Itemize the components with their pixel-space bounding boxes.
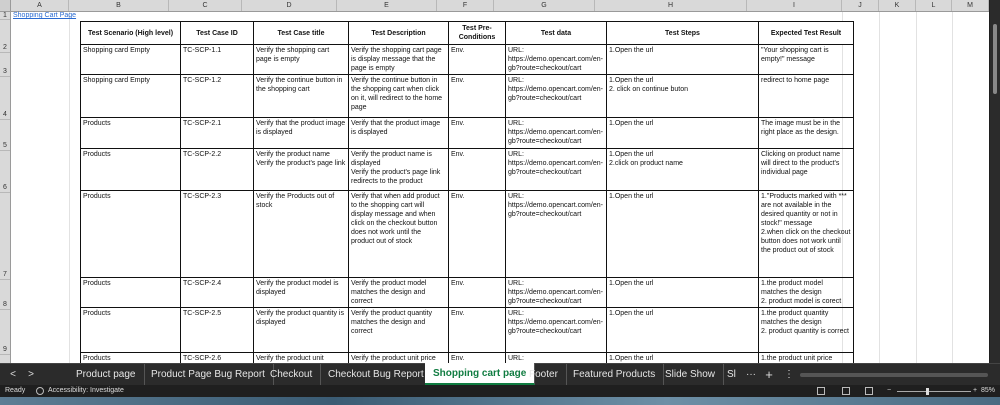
precondition-cell[interactable]: Env. [449,45,506,75]
table-row [81,278,854,308]
vertical-scroll-thumb[interactable] [993,24,997,94]
test-case-id-cell[interactable]: TC-SCP-2.6 [181,353,254,364]
status-bar [0,385,1000,397]
shopping-cart-page-link[interactable]: Shopping Cart Page [13,12,77,19]
title-cell[interactable]: Verify the product model is displayed [254,278,349,308]
steps-cell[interactable]: 1.Open the url [607,191,759,278]
tab-product-page[interactable]: Product page [68,364,145,386]
description-cell[interactable]: Verify that the product image is displayed [349,118,449,149]
column-header-l[interactable]: L [916,0,952,11]
accessibility-icon [36,387,44,395]
test-data-cell[interactable]: URL: https://demo.opencart.com/en-gb?route=checkout/cart [506,308,607,353]
scenario-cell[interactable]: Shopping card Empty [81,45,181,75]
tab-slide-show[interactable]: Slide Show [657,364,724,386]
zoom-slider[interactable] [897,391,971,392]
tab-product-page-bug-report[interactable]: Product Page Bug Report [143,364,274,386]
title-cell[interactable]: Verify the continue button in the shopping cart [254,75,349,118]
table-row [81,75,854,118]
scenario-cell[interactable]: Products [81,278,181,308]
column-header-g[interactable]: G [494,0,595,11]
status-ready: Ready [5,387,26,394]
column-header-c[interactable]: C [169,0,242,11]
table-header-row [81,22,854,45]
header-expected-result[interactable]: Expected Test Result [759,22,854,45]
expected-result-cell[interactable]: redirect to home page [759,75,854,118]
expected-result-cell[interactable]: 1.the product quantity matches the design 2. product quantity is correct [759,308,854,353]
tab-featured-products[interactable]: Featured Products [565,364,664,386]
description-cell[interactable]: Verify the shopping cart page is display message that the page is empty [349,45,449,75]
accessibility-status[interactable]: Accessibility: Investigate [48,387,124,394]
header-test-scenario[interactable]: Test Scenario (High level) [81,22,181,45]
header-test-case-title[interactable]: Test Case title [254,22,349,45]
normal-view-icon[interactable] [817,387,825,395]
title-cell[interactable]: Verify the Products out of stock [254,191,349,278]
header-test-data[interactable]: Test data [506,22,607,45]
table-row [81,118,854,149]
column-header-e[interactable]: E [337,0,437,11]
row-header-7[interactable]: 7 [0,193,10,280]
row-header-5[interactable]: 5 [0,120,10,151]
scenario-cell[interactable]: Products [81,308,181,353]
column-headers [0,0,989,12]
test-case-id-cell[interactable]: TC-SCP-2.2 [181,149,254,191]
tab-footer[interactable]: Footer [521,364,567,386]
test-data-cell[interactable]: URL: https://demo.opencart.com/en-gb?route=checkout/cart [506,118,607,149]
description-cell[interactable]: Verify the product unit price [349,353,449,364]
precondition-cell[interactable]: Env. [449,118,506,149]
table-row [81,353,854,364]
precondition-cell[interactable]: Env. [449,75,506,118]
test-case-id-cell[interactable]: TC-SCP-1.2 [181,75,254,118]
test-data-cell[interactable]: URL: https://demo.opencart.com/en-gb?route=checkout/cart [506,75,607,118]
header-test-case-id[interactable]: Test Case ID [181,22,254,45]
vertical-scrollbar[interactable] [990,0,1000,363]
row-header-4[interactable]: 4 [0,77,10,120]
column-header-d[interactable]: D [242,0,337,11]
steps-cell[interactable]: 1.Open the url [607,308,759,353]
row-header-9[interactable]: 9 [0,310,10,355]
prev-sheet-icon[interactable]: < [10,369,16,380]
table-row [81,308,854,353]
steps-cell[interactable]: 1.Open the url [607,45,759,75]
test-case-id-cell[interactable]: TC-SCP-1.1 [181,45,254,75]
steps-cell[interactable]: 1.Open the url 2. click on continue buton [607,75,759,118]
test-data-cell[interactable]: URL: [506,353,607,364]
column-header-a[interactable]: A [11,0,69,11]
scenario-cell[interactable]: Products [81,191,181,278]
desktop-taskbar [0,397,1000,405]
expected-result-cell[interactable]: 1."Products marked with *** are not available in the desired quantity or not in stock!" message 2.when click on the checkout button does not work until the product out of stock [759,191,854,278]
steps-cell[interactable]: 1.Open the url 2.click on product name [607,149,759,191]
scenario-cell[interactable]: Products [81,118,181,149]
add-sheet-icon[interactable]: + [765,367,773,382]
steps-cell[interactable]: 1.Open the url [607,278,759,308]
sheet-options-icon[interactable]: ⋮ [784,369,794,380]
horizontal-scrollbar[interactable] [800,373,988,377]
zoom-level[interactable]: 85% [981,387,996,394]
tab-sl[interactable]: Sl [727,369,736,380]
table-row [81,45,854,75]
column-header-j[interactable]: J [842,0,879,11]
precondition-cell[interactable]: Env. [449,353,506,364]
test-data-cell[interactable]: URL: https://demo.opencart.com/en-gb?route=checkout/cart [506,191,607,278]
table-row [81,191,854,278]
header-test-steps[interactable]: Test Steps [607,22,759,45]
description-cell[interactable]: Verify the product name is displayed Verify the product's page link redirects to the product [349,149,449,191]
page-break-preview-icon[interactable] [865,387,873,395]
expected-result-cell[interactable]: 1.the product model matches the design 2. product model is corect [759,278,854,308]
next-sheet-icon[interactable]: > [28,369,34,380]
more-sheets-icon[interactable]: ··· [746,369,756,380]
steps-cell[interactable]: 1.Open the url [607,118,759,149]
row-header-1[interactable]: 1 [0,12,10,20]
title-cell[interactable]: Verify that the product image is displayed [254,118,349,149]
row-header-3[interactable]: 3 [0,53,10,77]
description-cell[interactable]: Verify the product model matches the design and correct [349,278,449,308]
expected-result-cell[interactable]: Clicking on product name will direct to the product's individual page [759,149,854,191]
scenario-cell[interactable]: Products [81,353,181,364]
sheet-tab-bar [0,363,1000,386]
test-case-id-cell[interactable]: TC-SCP-2.1 [181,118,254,149]
column-header-m[interactable]: M [952,0,989,11]
title-cell[interactable]: Verify the shopping cart page is empty [254,45,349,75]
page-layout-icon[interactable] [842,387,850,395]
description-cell[interactable]: Verify that when add product to the shopping cart will display message and when click on the checkout button does not work until the product out of stock [349,191,449,278]
zoom-out-button[interactable]: − [887,387,892,394]
precondition-cell[interactable]: Env. [449,308,506,353]
column-header-h[interactable]: H [595,0,747,11]
steps-cell[interactable]: 1.Open the url [607,353,759,364]
expected-result-cell[interactable]: "Your shopping cart is empty!" message [759,45,854,75]
header-test-description[interactable]: Test Description [349,22,449,45]
tab-checkout-bug-report[interactable]: Checkout Bug Report [320,364,433,386]
test-case-id-cell[interactable]: TC-SCP-2.5 [181,308,254,353]
expected-result-cell[interactable]: 1.the product unit price [759,353,854,364]
select-all-corner[interactable] [0,0,11,11]
sheet-grid[interactable] [11,12,989,363]
scenario-cell[interactable]: Shopping card Empty [81,75,181,118]
row-header-6[interactable]: 6 [0,151,10,193]
row-header-2[interactable]: 2 [0,20,10,53]
precondition-cell[interactable]: Env. [449,149,506,191]
zoom-in-button[interactable]: + [973,387,978,394]
tab-checkout[interactable]: Checkout [262,364,321,386]
row-header-8[interactable]: 8 [0,280,10,310]
test-cases-table [80,21,854,363]
column-header-f[interactable]: F [437,0,494,11]
test-case-id-cell[interactable]: TC-SCP-2.4 [181,278,254,308]
scenario-cell[interactable]: Products [81,149,181,191]
title-cell[interactable]: Verify the product unit [254,353,349,364]
description-cell[interactable]: Verify the product quantity matches the design and correct [349,308,449,353]
test-data-cell[interactable]: URL: https://demo.opencart.com/en-gb?route=checkout/cart [506,278,607,308]
test-data-cell[interactable]: URL: https://demo.opencart.com/en-gb?route=checkout/cart [506,45,607,75]
title-cell[interactable]: Verify the product name Verify the product's page link [254,149,349,191]
expected-result-cell[interactable]: The image must be in the right place as the design. [759,118,854,149]
zoom-slider-handle[interactable] [926,388,929,395]
description-cell[interactable]: Verify the continue button in the shopping cart when click on it, will redirect to the home page [349,75,449,118]
row-headers [0,12,11,363]
column-header-k[interactable]: K [879,0,916,11]
precondition-cell[interactable]: Env. [449,278,506,308]
column-header-i[interactable]: I [747,0,842,11]
precondition-cell[interactable]: Env. [449,191,506,278]
header-test-preconditions[interactable]: Test Pre-Conditions [449,22,506,45]
table-row [81,149,854,191]
column-header-b[interactable]: B [69,0,169,11]
test-case-id-cell[interactable]: TC-SCP-2.3 [181,191,254,278]
title-cell[interactable]: Verify the product quantity is displayed [254,308,349,353]
tab-shopping-cart-page[interactable]: Shopping cart page [425,363,535,385]
test-data-cell[interactable]: URL: https://demo.opencart.com/en-gb?route=checkout/cart [506,149,607,191]
